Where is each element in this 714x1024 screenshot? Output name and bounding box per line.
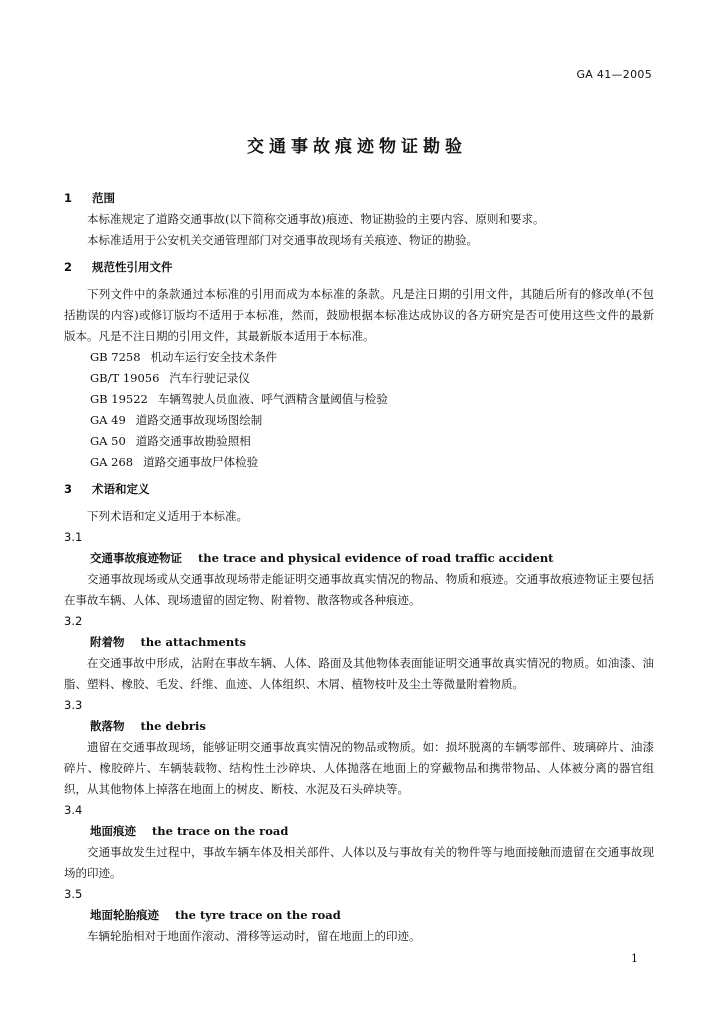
term-chinese: 地面轮胎痕迹 xyxy=(90,908,159,922)
page-number: 1 xyxy=(631,952,638,965)
term-heading xyxy=(64,821,654,842)
term-chinese: 附着物 xyxy=(90,635,125,649)
term-english: the debris xyxy=(140,719,206,733)
section-title: 术语和定义 xyxy=(92,482,150,496)
reference-title: 道路交通事故尸体检验 xyxy=(143,455,259,469)
paragraph: 下列术语和定义适用于本标准。 xyxy=(87,509,248,523)
reference-item xyxy=(64,410,654,431)
document-title: 交通事故痕迹物证勘验 xyxy=(247,137,467,157)
term-heading xyxy=(64,632,654,653)
term-number: 3.2 xyxy=(64,614,83,628)
term-definition: 遗留在交通事故现场，能够证明交通事故真实情况的物品或物质。如：损坏脱离的车辆零部件、玻璃碎片、油漆碎片、橡胶碎片、车辆装载物、结构性土沙碎块、人体抛落在地面上的穿戴物品和携带物品、人体被分离的器官组织，从其他物体上掉落在地面上的树皮、断枝、水泥及石头碎块等。 xyxy=(64,740,654,796)
reference-code: GA 50 xyxy=(90,434,126,448)
section-title: 规范性引用文件 xyxy=(92,260,173,274)
term-chinese: 交通事故痕迹物证 xyxy=(90,551,182,565)
section-number: 2 xyxy=(64,260,73,274)
reference-code: GB 7258 xyxy=(90,350,141,364)
term-english: the trace on the road xyxy=(152,824,289,838)
reference-item xyxy=(64,368,654,389)
section-3-heading xyxy=(64,479,654,500)
term-number: 3.5 xyxy=(64,887,83,901)
reference-title: 道路交通事故勘验照相 xyxy=(135,434,251,448)
term-chinese: 散落物 xyxy=(90,719,125,733)
document-body xyxy=(64,188,654,947)
term-definition: 在交通事故中形成，沾附在事故车辆、人体、路面及其他物体表面能证明交通事故真实情况的物质。如油漆、油脂、塑料、橡胶、毛发、纤维、血迹、人体组织、木屑、植物枝叶及尘土等微量附着物质。 xyxy=(64,656,654,691)
term-number: 3.1 xyxy=(64,530,83,544)
term-english: the tyre trace on the road xyxy=(175,908,341,922)
reference-code: GA 268 xyxy=(90,455,134,469)
paragraph: 本标准适用于公安机关交通管理部门对交通事故现场有关痕迹、物证的勘验。 xyxy=(87,233,478,247)
section-title: 范围 xyxy=(92,191,115,205)
term-chinese: 地面痕迹 xyxy=(90,824,136,838)
section-number: 1 xyxy=(64,191,73,205)
term-number: 3.3 xyxy=(64,698,83,712)
term-english: the trace and physical evidence of road traffic accident xyxy=(198,551,554,565)
reference-item xyxy=(64,452,654,473)
reference-item xyxy=(64,389,654,410)
term-english: the attachments xyxy=(140,635,247,649)
standard-code: GA 41—2005 xyxy=(576,68,652,81)
reference-title: 汽车行驶记录仪 xyxy=(169,371,250,385)
reference-title: 机动车运行安全技术条件 xyxy=(150,350,278,364)
reference-title: 车辆驾驶人员血液、呼气酒精含量阈值与检验 xyxy=(157,392,388,406)
term-heading xyxy=(64,548,654,569)
reference-code: GB/T 19056 xyxy=(90,371,160,385)
paragraph: 本标准规定了道路交通事故(以下简称交通事故)痕迹、物证勘验的主要内容、原则和要求。 xyxy=(87,212,545,226)
section-2-heading xyxy=(64,257,654,278)
term-heading xyxy=(64,905,654,926)
term-number: 3.4 xyxy=(64,803,83,817)
section-1-heading xyxy=(64,188,654,209)
term-definition: 车辆轮胎相对于地面作滚动、滑移等运动时，留在地面上的印迹。 xyxy=(87,929,421,943)
reference-code: GA 49 xyxy=(90,413,126,427)
term-heading xyxy=(64,716,654,737)
reference-item xyxy=(64,431,654,452)
reference-code: GB 19522 xyxy=(90,392,148,406)
reference-title: 道路交通事故现场图绘制 xyxy=(135,413,263,427)
section-number: 3 xyxy=(64,482,73,496)
term-definition: 交通事故现场或从交通事故现场带走能证明交通事故真实情况的物品、物质和痕迹。交通事故痕迹物证主要包括在事故车辆、人体、现场遗留的固定物、附着物、散落物或各种痕迹。 xyxy=(64,572,654,607)
term-definition: 交通事故发生过程中，事故车辆车体及相关部件、人体以及与事故有关的物件等与地面接触而遗留在交通事故现场的印迹。 xyxy=(64,845,654,880)
paragraph: 下列文件中的条款通过本标准的引用而成为本标准的条款。凡是注日期的引用文件，其随后所有的修改单(不包括勘误的内容)或修订版均不适用于本标准，然而，鼓励根据本标准达成协议的各方研究是否可使用这些文件的最新版本。凡是不注日期的引用文件，其最新版本适用于本标准。 xyxy=(64,287,654,343)
reference-item xyxy=(64,347,654,368)
